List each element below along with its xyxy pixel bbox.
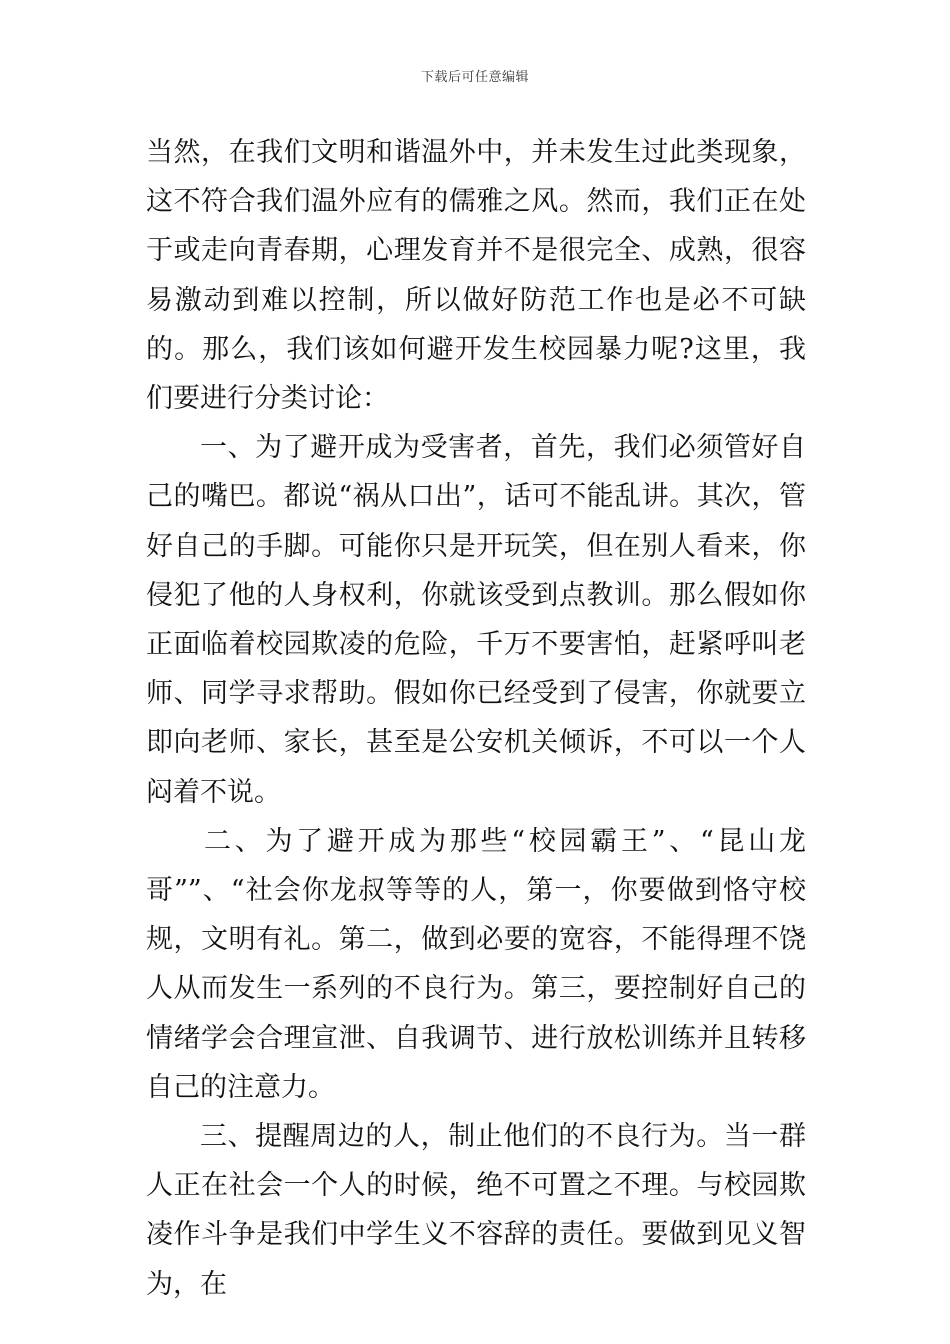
document-body <box>146 128 806 1309</box>
paragraph-point-one: 一、为了避开成为受害者，首先，我们必须管好自己的嘴巴。都说“祸从口出”，话可不能乱讲。其次，管好自己的手脚。可能你只是开玩笑，但在别人看来，你侵犯了他的人身权利，你就该受到点教训。那么假如你正面临着校园欺凌的危险，千万不要害怕，赶紧呼叫老师、同学寻求帮助。假如你已经受到了侵害，你就要立即向老师、家长，甚至是公安机关倾诉，不可以一个人闷着不说。 <box>146 432 806 808</box>
page-header: 下载后可任意编辑 <box>420 70 529 85</box>
paragraph-intro: 当然，在我们文明和谐温外中，并未发生过此类现象，这不符合我们温外应有的儒雅之风。然而，我们正在处于或走向青春期，心理发育并不是很完全、成熟，很容易激动到难以控制，所以做好防范工作也是必不可缺的。那么，我们该如何避开发生校园暴力呢?这里，我们要进行分类讨论： <box>146 137 806 415</box>
paragraph-point-three: 三、提醒周边的人，制止他们的不良行为。当一群人正在社会一个人的时候，绝不可置之不理。与校园欺凌作斗争是我们中学生义不容辞的责任。要做到见义智为，在 <box>146 1121 806 1300</box>
paragraph-point-two: 二、为了避开成为那些“校园霸王”、“昆山龙哥””、“社会你龙叔等等的人，第一，你要做到恪守校规，文明有礼。第二，做到必要的宽容，不能得理不饶人从而发生一系列的不良行为。第三，要控制好自己的情绪学会合理宣泄、自我调节、进行放松训练并且转移自己的注意力。 <box>146 825 806 1103</box>
